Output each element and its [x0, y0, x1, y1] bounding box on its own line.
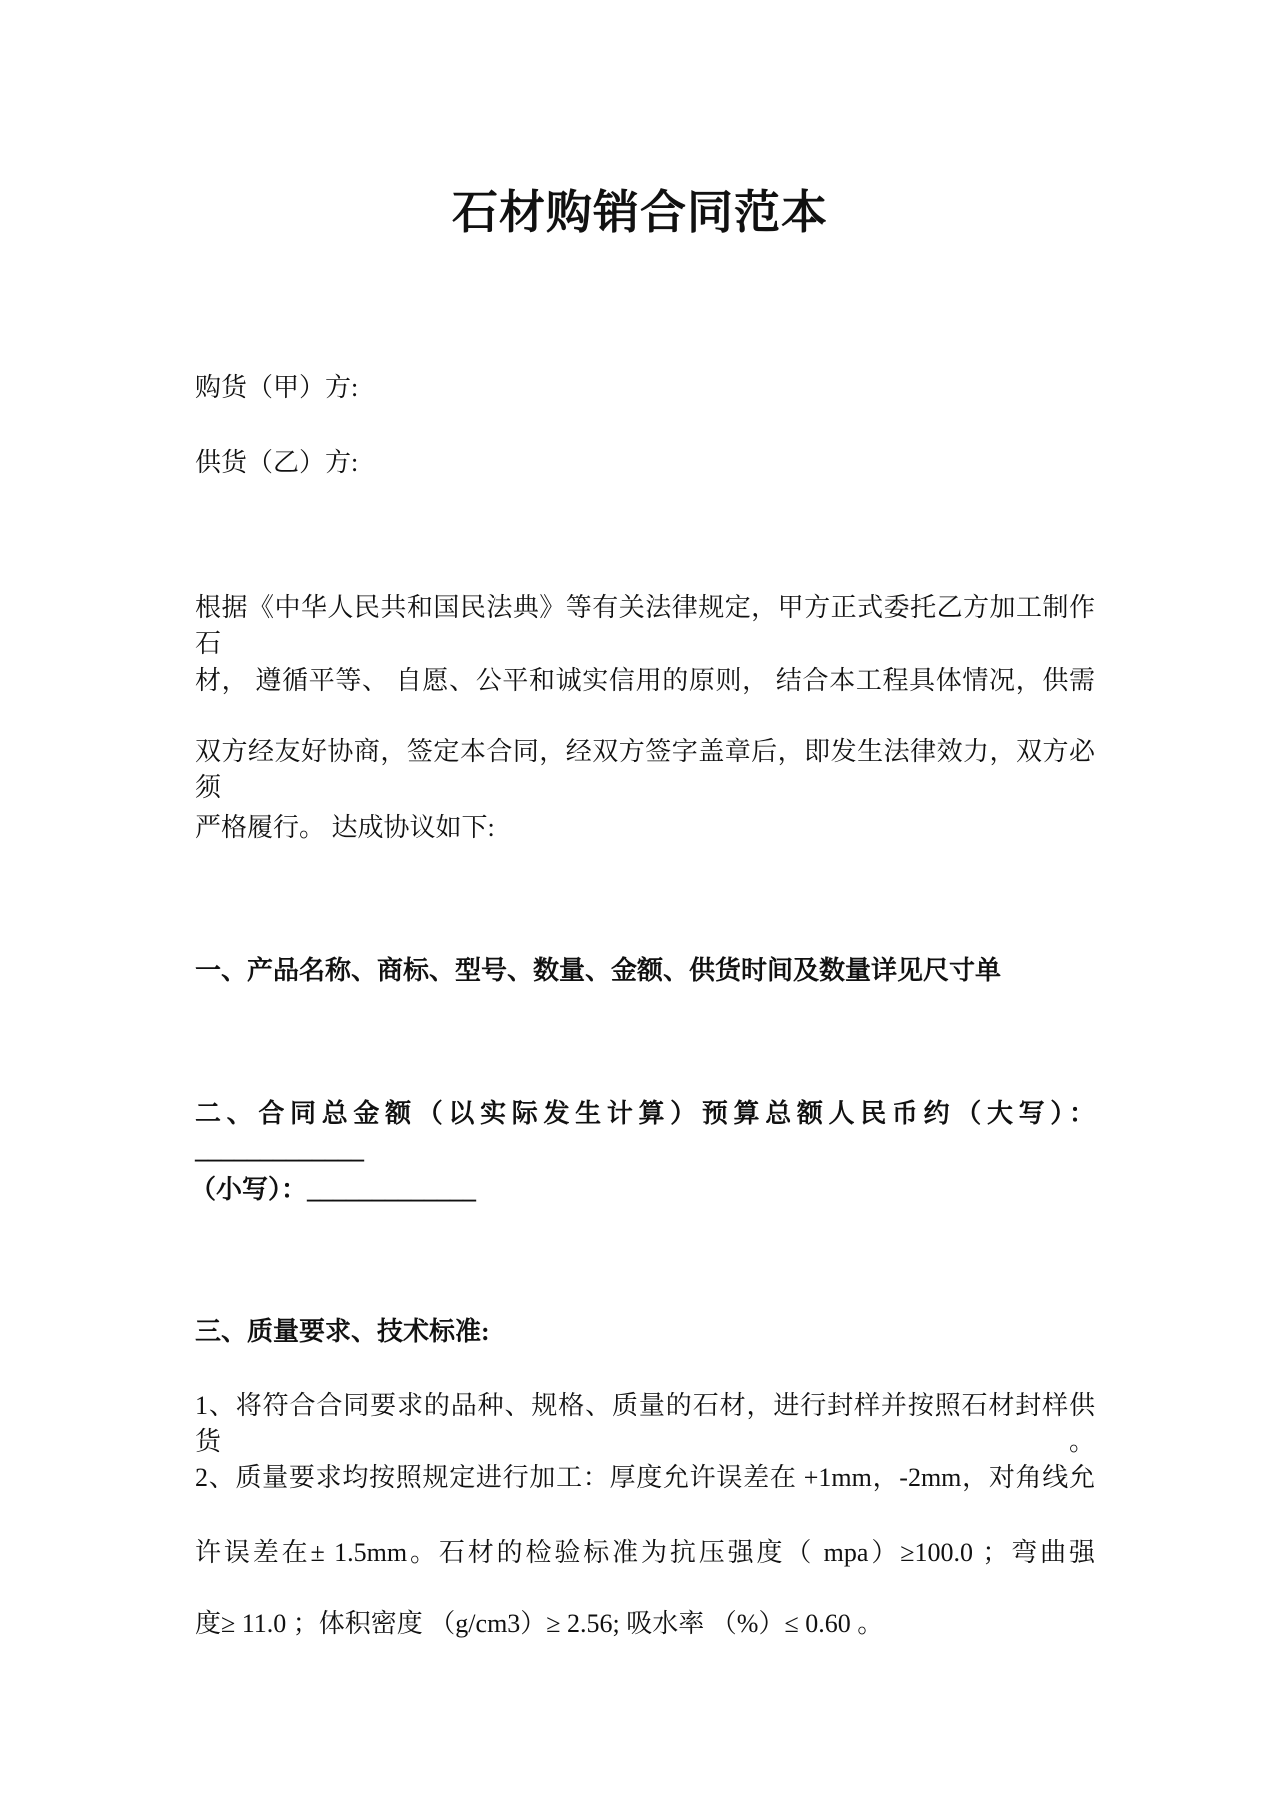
- section-3-item-1: 1、将符合合同要求的品种、规格、质量的石材，进行封样并按照石材封样供货。: [195, 1391, 1095, 1456]
- buyer-party: 购货（甲）方:: [195, 373, 359, 402]
- document-title: 石材购销合同范本: [452, 187, 828, 238]
- seller-party: 供货（乙）方:: [195, 448, 359, 477]
- section-2-line-2: （小写）：_____________: [190, 1175, 477, 1204]
- section-3-item-2-line-3: 度≥ 11.0 ；体积密度 （g/cm3）≥ 2.56; 吸水率 （%）≤ 0.60 。: [195, 1609, 884, 1638]
- preamble-line-2: 材， 遵循平等、 自愿、公平和诚实信用的原则， 结合本工程具体情况，供需: [195, 666, 1095, 695]
- section-3-heading: 三、质量要求、技术标准:: [195, 1317, 490, 1346]
- section-3-item-2-line-1: 2、质量要求均按照规定进行加工：厚度允许误差在 +1mm，-2mm，对角线允: [195, 1463, 1095, 1492]
- section-3-item-2-line-2: 许误差在± 1.5mm。石材的检验标准为抗压强度（ mpa）≥100.0 ；弯曲强: [195, 1538, 1095, 1567]
- section-2-line-1: 二、合同总金额（以实际发生计算）预算总额人民币约（大写）：_____________: [195, 1099, 1095, 1164]
- preamble-line-3: 双方经友好协商，签定本合同，经双方签字盖章后，即发生法律效力，双方必须: [195, 737, 1095, 802]
- preamble-line-4: 严格履行。 达成协议如下:: [195, 813, 495, 842]
- preamble-line-1: 根据《中华人民共和国民法典》等有关法律规定，甲方正式委托乙方加工制作石: [195, 593, 1095, 658]
- section-1-heading: 一、产品名称、商标、型号、数量、金额、供货时间及数量详见尺寸单: [195, 956, 1002, 985]
